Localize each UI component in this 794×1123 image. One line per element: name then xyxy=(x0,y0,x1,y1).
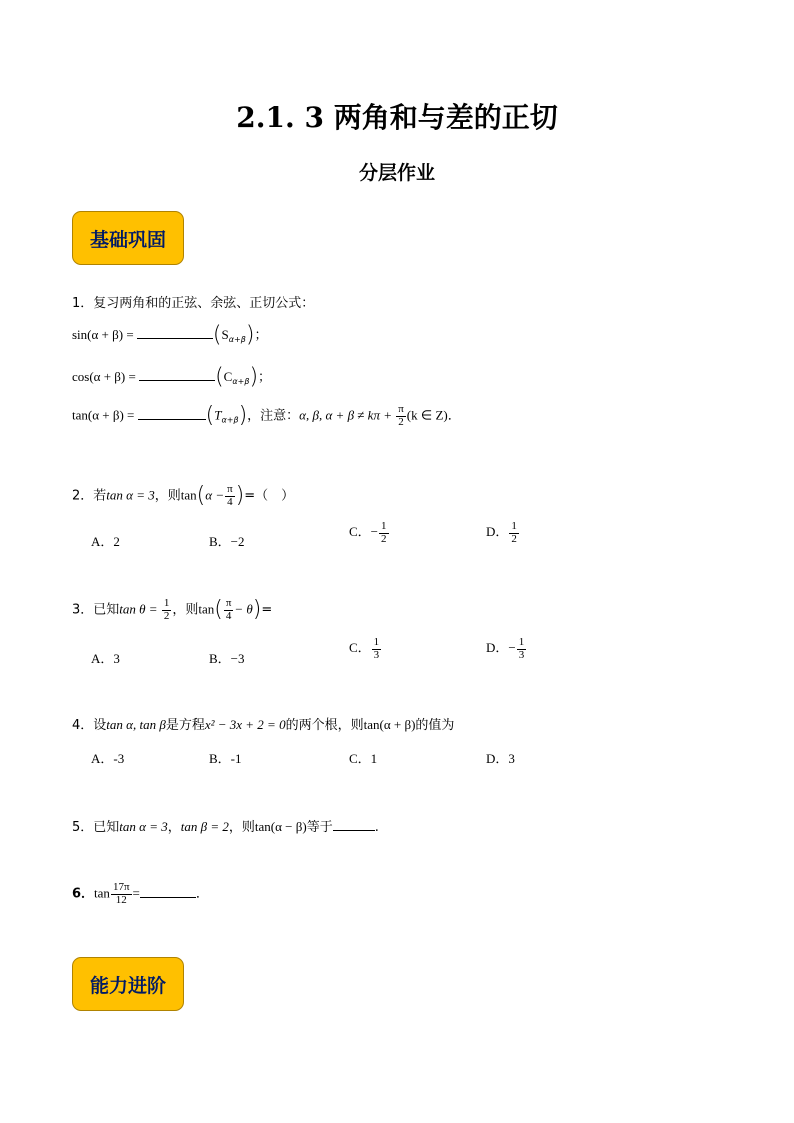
fraction: $\frac{1}{2}$ xyxy=(163,597,170,622)
question-4: 4．设tan α, tan β是方程x² − 3x + 2 = 0的两个根，则tan(α + β)的值为 xyxy=(72,717,455,733)
q2-option-c[interactable]: C．− $\frac{1}{2}$ xyxy=(349,520,387,545)
question-1: 1．复习两角和的正弦、余弦、正切公式： xyxy=(72,296,315,311)
question-6: 6．tan $\frac{17\pi}{12}$ = ． xyxy=(72,881,209,906)
q3-option-b[interactable]: B．−3 xyxy=(209,651,245,666)
fraction: $\frac{1}{2}$ xyxy=(511,520,517,545)
q3-option-d[interactable]: D．− $\frac{1}{3}$ xyxy=(486,636,525,661)
q1-cos-formula: $\cos(\alpha + \beta) = (C_{\alpha+\beta})$； xyxy=(72,364,272,390)
fraction: $\frac{\pi}{4}$ xyxy=(227,483,233,508)
fraction: $\frac{1}{2}$ xyxy=(381,520,387,545)
fraction: $\frac{17\pi}{12}$ xyxy=(112,881,130,906)
question-5: 5．已知tan α = 3，tan β = 2，则tan(α − β)等于 . xyxy=(72,819,379,835)
page-title: 2.1. 3 两角和与差的正切 xyxy=(236,101,558,134)
q1-sin-formula: $\sin(\alpha + \beta) = (S_{\alpha+\beta})$； xyxy=(72,322,268,348)
q3-option-c[interactable]: C． $\frac{1}{3}$ xyxy=(349,636,380,661)
page-subtitle: 分层作业 xyxy=(358,162,435,184)
fraction: $\frac{1}{3}$ xyxy=(518,636,525,661)
q3-option-a[interactable]: A．3 xyxy=(91,651,120,666)
q4-option-d[interactable]: D．3 xyxy=(486,751,515,766)
q2-option-a[interactable]: A．2 xyxy=(91,534,120,549)
question-2: 2．若tan α = 3，则tan(α − $\frac{\pi}{4}$ )=（ ） xyxy=(72,483,295,509)
question-3: 3．已知tan θ = $\frac{1}{2}$ ，则tan( $\frac{\pi}{4}$ − θ)= xyxy=(72,597,273,623)
fraction: $\frac{1}{3}$ xyxy=(373,636,380,661)
answer-blank[interactable] xyxy=(139,370,215,381)
q2-option-b[interactable]: B．−2 xyxy=(209,534,245,549)
answer-blank[interactable] xyxy=(138,409,206,420)
q2-option-d[interactable]: D． $\frac{1}{2}$ xyxy=(486,520,517,545)
fraction: $\frac{\pi}{4}$ xyxy=(225,597,232,622)
section-badge-advanced: 能力进阶 xyxy=(72,957,184,1011)
section-badge-basic: 基础巩固 xyxy=(72,211,184,265)
answer-blank[interactable] xyxy=(333,820,375,831)
q4-option-c[interactable]: C．1 xyxy=(349,751,378,766)
fraction: $\frac{\pi}{2}$ xyxy=(398,403,404,428)
q1-tan-formula: $\tan(\alpha + \beta) = (T_{\alpha+\beta})$，注意：α, β, α + β ≠ kπ + $\frac{\pi}{2}$ (k ∈ Z)． xyxy=(72,403,461,429)
q4-option-a[interactable]: A．-3 xyxy=(91,751,125,766)
q4-option-b[interactable]: B．-1 xyxy=(209,751,242,766)
answer-blank[interactable] xyxy=(137,328,213,339)
answer-blank[interactable] xyxy=(140,887,196,898)
